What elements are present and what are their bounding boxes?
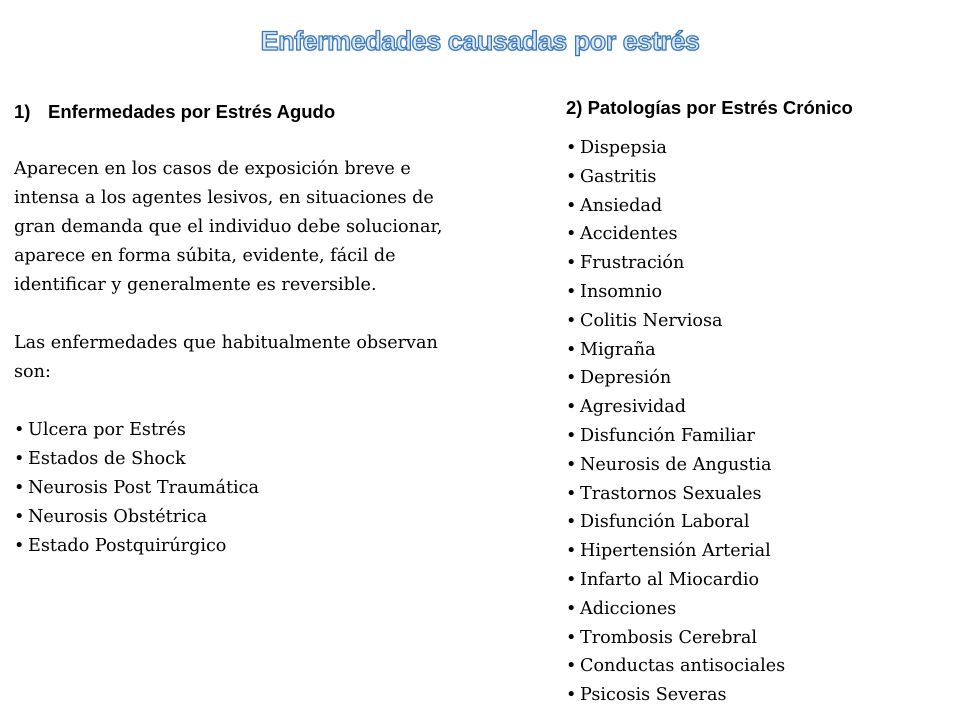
list-item — [566, 192, 946, 221]
list-item-text: Frustración — [580, 253, 685, 274]
bullet-icon: • — [566, 339, 577, 360]
chronic-heading: 2) Patologías por Estrés Crónico — [566, 97, 853, 118]
list-item — [14, 503, 474, 532]
list-item — [566, 624, 946, 653]
list-item-text: Psicosis Severas — [580, 685, 727, 706]
list-item-text: Dispepsia — [580, 138, 667, 158]
list-item-text: Accidentes — [580, 224, 678, 245]
list-item — [566, 681, 946, 710]
bullet-icon: • — [566, 425, 577, 446]
bullet-icon: • — [566, 454, 577, 475]
acute-list — [14, 416, 474, 561]
list-item — [14, 416, 474, 445]
bullet-icon: • — [566, 598, 577, 619]
list-item-text: Adicciones — [580, 598, 677, 619]
bullet-icon: • — [14, 507, 25, 527]
list-item — [14, 532, 474, 561]
bullet-icon: • — [566, 253, 577, 274]
list-item — [566, 508, 946, 537]
bullet-icon: • — [566, 166, 577, 187]
list-item — [566, 364, 946, 393]
list-item — [566, 220, 946, 249]
spacer — [14, 300, 474, 329]
bullet-icon: • — [14, 478, 25, 498]
spacer — [14, 387, 474, 416]
acute-number: 1) — [14, 101, 31, 122]
list-item-text: Gastritis — [580, 166, 657, 187]
list-item-text: Colitis Nerviosa — [580, 310, 723, 331]
list-item-text: Estado Postquirúrgico — [28, 536, 227, 556]
list-item-text: Disfunción Familiar — [580, 425, 755, 446]
bullet-icon: • — [566, 397, 577, 418]
page-title-text: Enfermedades causadas por estrés — [260, 26, 700, 56]
list-item-text: Insomnio — [580, 281, 663, 302]
chronic-list — [566, 134, 946, 710]
list-item — [566, 480, 946, 509]
list-item-text: Estados de Shock — [28, 449, 186, 469]
list-item-text: Conductas antisociales — [580, 656, 786, 677]
list-item-text: Neurosis Post Traumática — [28, 478, 260, 498]
bullet-icon: • — [566, 656, 577, 677]
list-item-text: Migraña — [580, 339, 656, 360]
list-item-text: Neurosis Obstétrica — [28, 507, 208, 527]
bullet-icon: • — [566, 138, 577, 158]
list-item-text: Disfunción Laboral — [580, 512, 750, 533]
bullet-icon: • — [566, 368, 577, 389]
list-item-text: Trombosis Cerebral — [580, 627, 758, 648]
list-item — [566, 249, 946, 278]
list-item — [566, 537, 946, 566]
bullet-icon: • — [566, 310, 577, 331]
list-item — [566, 336, 946, 365]
list-item — [566, 566, 946, 595]
list-item — [14, 445, 474, 474]
list-item-text: Neurosis de Angustia — [580, 454, 772, 475]
acute-paragraph-1: Aparecen en los casos de exposición breve e intensa a los agentes lesivos, en situaciones de gran demanda que el individuo debe solucionar, aparece en forma súbita, evidente, fácil de identificar y generalmente es reversible. — [14, 159, 443, 295]
list-item — [566, 652, 946, 681]
bullet-icon: • — [566, 281, 577, 302]
list-item-text: Hipertensión Arterial — [580, 541, 771, 562]
bullet-icon: • — [566, 483, 577, 504]
bullet-icon: • — [14, 536, 25, 556]
list-item-text: Trastornos Sexuales — [580, 483, 762, 504]
bullet-icon: • — [566, 569, 577, 590]
list-item-text: Ulcera por Estrés — [28, 420, 186, 440]
list-item — [14, 474, 474, 503]
bullet-icon: • — [566, 685, 577, 706]
list-item — [566, 163, 946, 192]
bullet-icon: • — [14, 420, 25, 440]
page-title — [0, 26, 960, 57]
list-item — [566, 134, 946, 163]
list-item-text: Ansiedad — [580, 195, 663, 216]
acute-paragraph-2: Las enfermedades que habitualmente observan son: — [14, 333, 438, 382]
list-item — [566, 422, 946, 451]
chronic-section — [566, 94, 946, 710]
list-item — [566, 278, 946, 307]
list-item — [566, 393, 946, 422]
list-item-text: Depresión — [580, 368, 672, 389]
list-item — [566, 307, 946, 336]
bullet-icon: • — [566, 224, 577, 245]
bullet-icon: • — [566, 627, 577, 648]
bullet-icon: • — [566, 512, 577, 533]
acute-heading-text: Enfermedades por Estrés Agudo — [48, 101, 336, 122]
bullet-icon: • — [566, 541, 577, 562]
acute-heading — [14, 98, 474, 126]
acute-section — [14, 98, 474, 561]
list-item — [566, 451, 946, 480]
bullet-icon: • — [566, 195, 577, 216]
bullet-icon: • — [14, 449, 25, 469]
list-item-text: Agresividad — [580, 397, 687, 418]
list-item-text: Infarto al Miocardio — [580, 569, 760, 590]
list-item — [566, 595, 946, 624]
spacer — [14, 126, 474, 155]
